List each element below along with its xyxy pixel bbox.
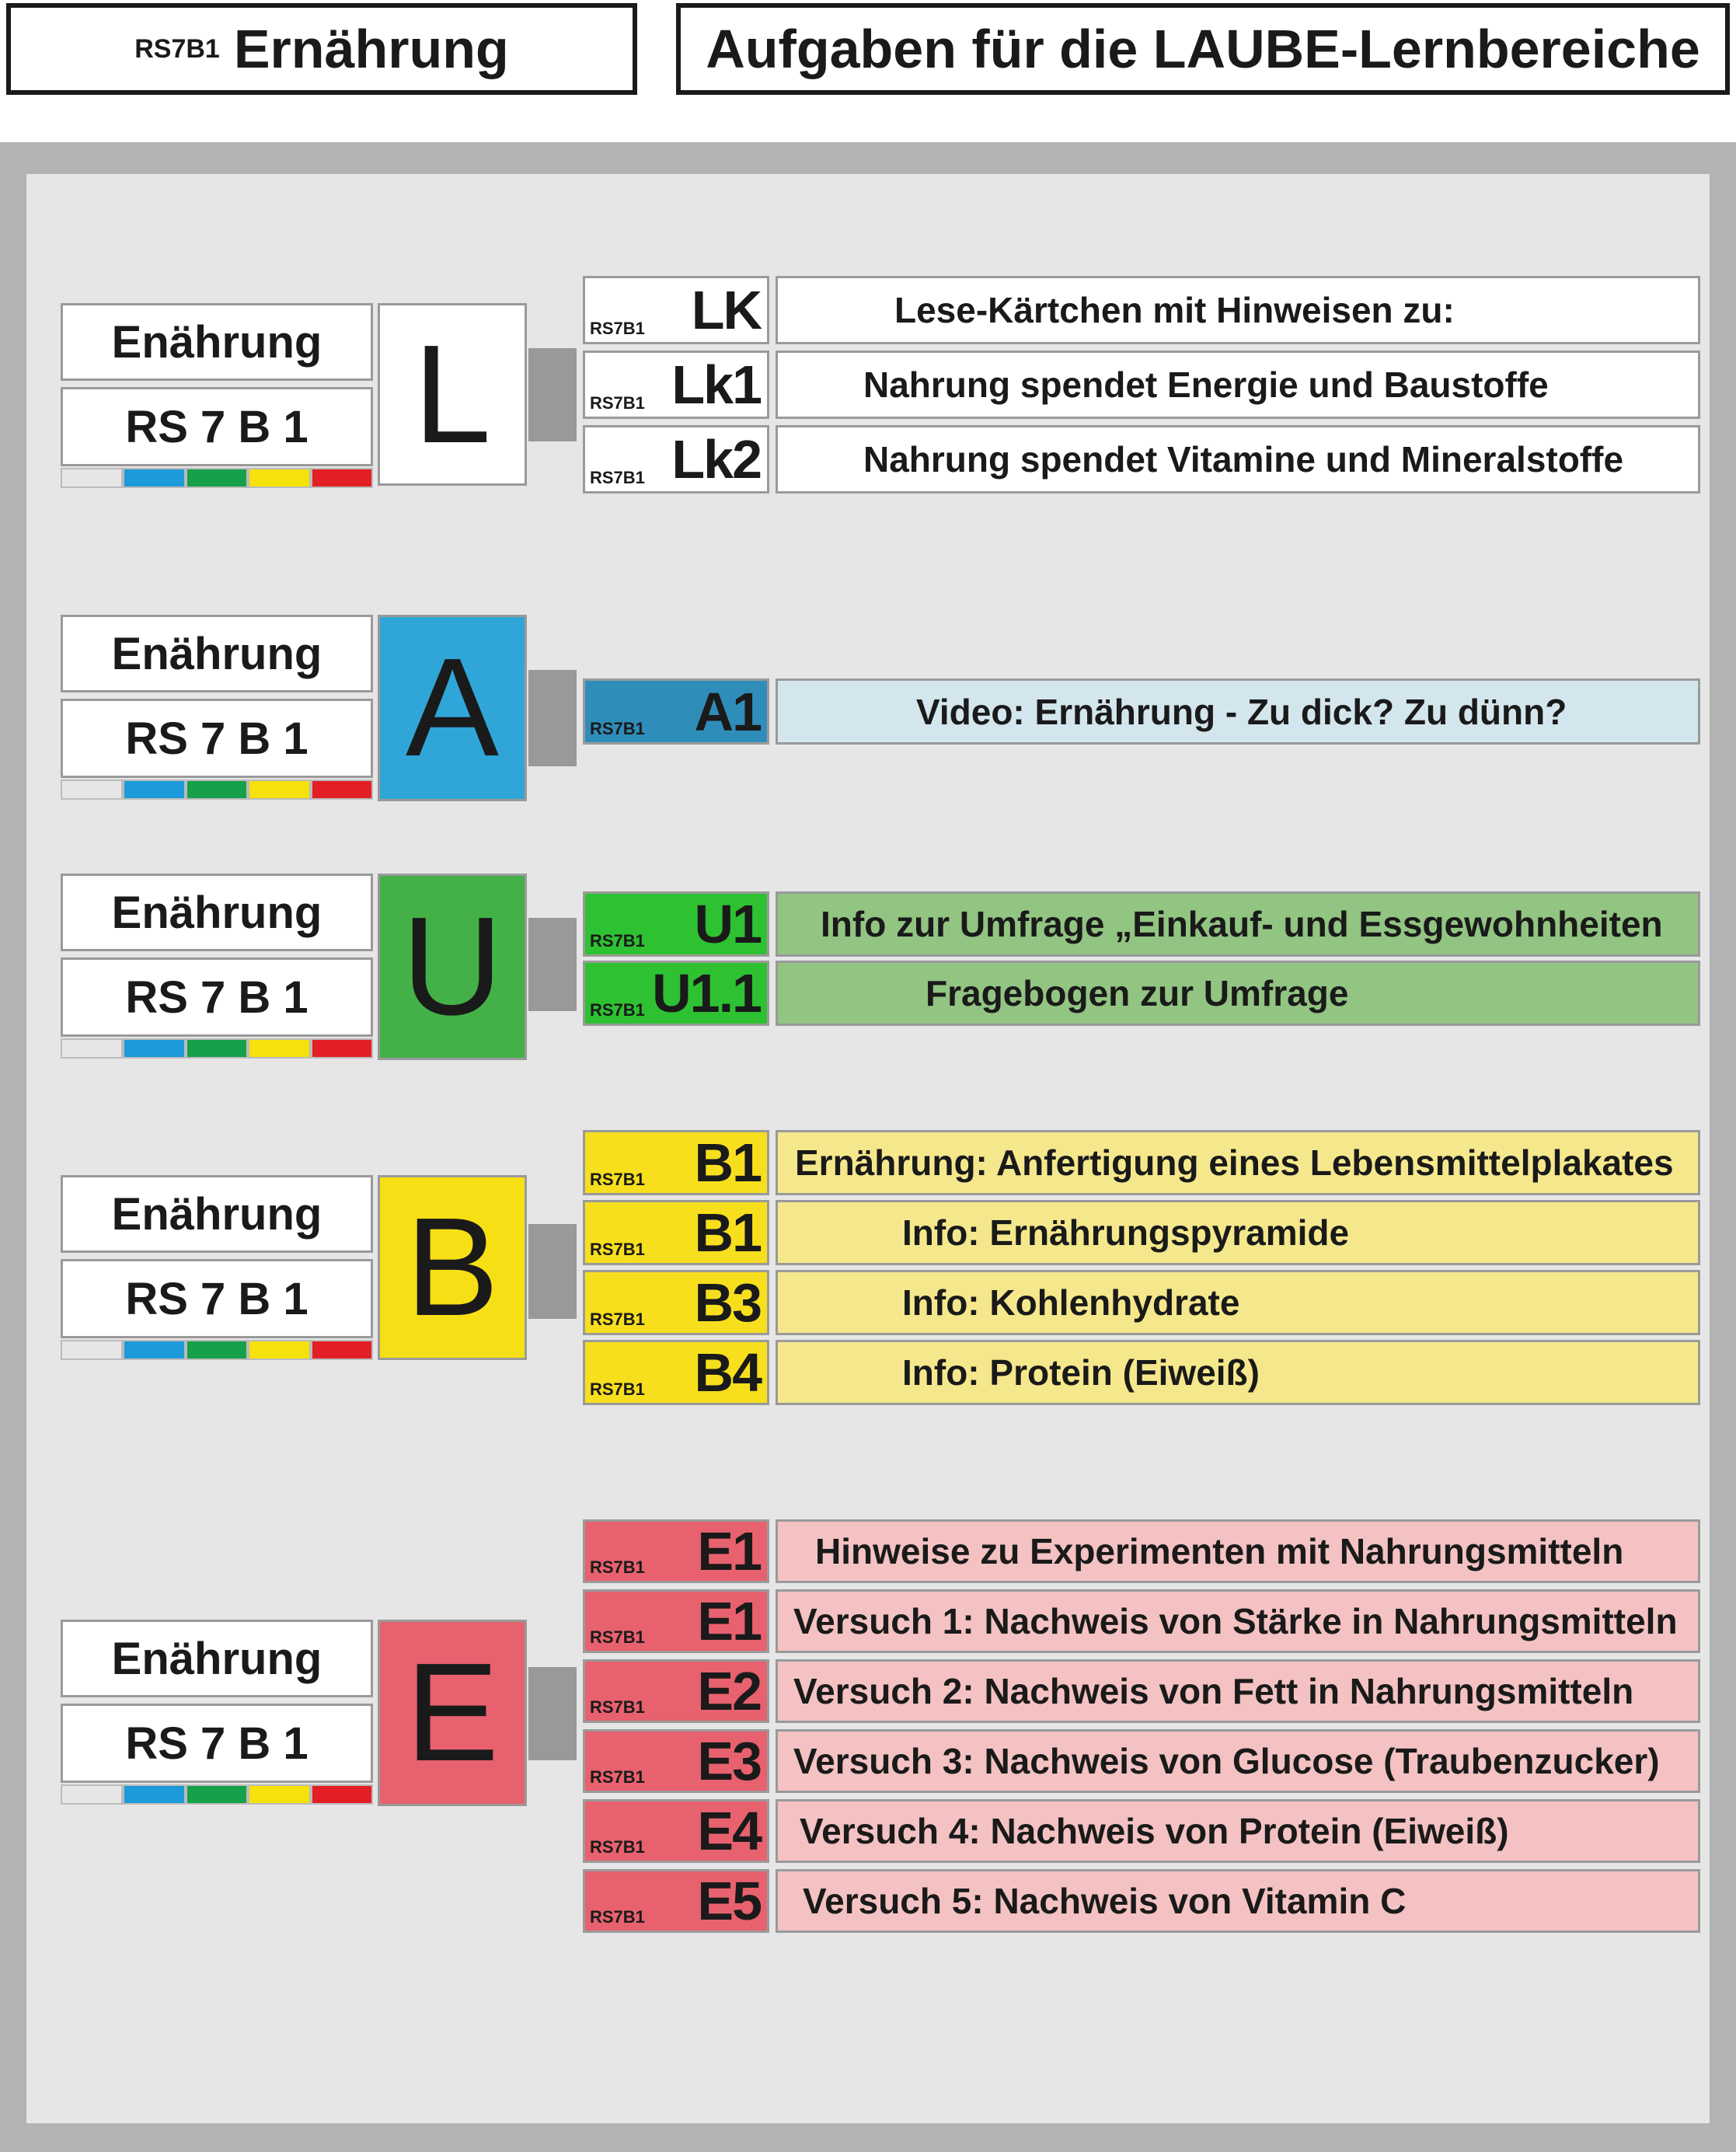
title-tasks: Aufgaben für die LAUBE-Lernbereiche bbox=[706, 19, 1700, 79]
color-swatch bbox=[311, 468, 373, 488]
task-description[interactable]: Versuch 3: Nachweis von Glucose (Traubenzucker) bbox=[776, 1729, 1700, 1793]
task-description[interactable]: Info: Ernährungspyramide bbox=[776, 1200, 1700, 1265]
task-code-prefix: RS7B1 bbox=[590, 1627, 645, 1647]
subject-label: Enährung bbox=[61, 1620, 373, 1697]
task-description[interactable]: Nahrung spendet Vitamine und Mineralstoffe bbox=[776, 425, 1700, 494]
color-swatch bbox=[311, 780, 373, 800]
task-code-id: B1 bbox=[694, 1132, 761, 1193]
course-label: RS 7 B 1 bbox=[61, 387, 373, 466]
color-swatch bbox=[123, 1038, 185, 1059]
task-code-prefix: RS7B1 bbox=[590, 1697, 645, 1717]
task-code-card[interactable] bbox=[583, 425, 769, 494]
connector bbox=[528, 1224, 577, 1319]
task-code-id: E5 bbox=[697, 1871, 761, 1931]
task-code-card[interactable] bbox=[583, 1589, 769, 1653]
color-swatch bbox=[186, 780, 248, 800]
task-code-prefix: RS7B1 bbox=[590, 1837, 645, 1857]
task-description[interactable]: Versuch 5: Nachweis von Vitamin C bbox=[776, 1869, 1700, 1933]
color-swatch bbox=[123, 780, 185, 800]
color-strip bbox=[61, 1784, 373, 1805]
color-strip bbox=[61, 1340, 373, 1360]
task-code-id: B3 bbox=[694, 1272, 761, 1333]
task-code-prefix: RS7B1 bbox=[590, 719, 645, 738]
task-code-prefix: RS7B1 bbox=[590, 468, 645, 487]
task-code-prefix: RS7B1 bbox=[590, 1767, 645, 1787]
task-code-prefix: RS7B1 bbox=[590, 1557, 645, 1577]
task-code-prefix: RS7B1 bbox=[590, 1170, 645, 1189]
task-code-prefix: RS7B1 bbox=[590, 319, 645, 338]
task-description[interactable]: Info: Protein (Eiweiß) bbox=[776, 1340, 1700, 1405]
task-code-card[interactable] bbox=[583, 351, 769, 419]
connector bbox=[528, 670, 577, 766]
task-code-id: E2 bbox=[697, 1661, 761, 1721]
title-subject: Ernährung bbox=[233, 19, 509, 79]
task-description[interactable]: Versuch 1: Nachweis von Stärke in Nahrungsmitteln bbox=[776, 1589, 1700, 1653]
task-code-id: E3 bbox=[697, 1731, 761, 1791]
task-description[interactable]: Lese-Kärtchen mit Hinweisen zu: bbox=[776, 276, 1700, 344]
task-description[interactable]: Versuch 2: Nachweis von Fett in Nahrungsmitteln bbox=[776, 1659, 1700, 1723]
task-code-card[interactable] bbox=[583, 1340, 769, 1405]
task-code-card[interactable] bbox=[583, 961, 769, 1026]
color-swatch bbox=[248, 1038, 310, 1059]
task-code-card[interactable] bbox=[583, 1799, 769, 1863]
color-swatch bbox=[61, 1038, 123, 1059]
task-description[interactable]: Nahrung spendet Energie und Baustoffe bbox=[776, 351, 1700, 419]
color-swatch bbox=[61, 468, 123, 488]
task-code-card[interactable] bbox=[583, 1270, 769, 1335]
color-strip bbox=[61, 780, 373, 800]
color-strip bbox=[61, 468, 373, 488]
area-letter-a: A bbox=[378, 615, 527, 801]
task-code-id: LK bbox=[691, 280, 761, 340]
color-swatch bbox=[61, 780, 123, 800]
color-swatch bbox=[248, 468, 310, 488]
task-description[interactable]: Hinweise zu Experimenten mit Nahrungsmitteln bbox=[776, 1519, 1700, 1583]
course-label: RS 7 B 1 bbox=[61, 699, 373, 778]
color-swatch bbox=[311, 1340, 373, 1360]
color-swatch bbox=[61, 1340, 123, 1360]
connector bbox=[528, 1667, 577, 1760]
color-swatch bbox=[123, 1784, 185, 1805]
area-letter-l: L bbox=[378, 303, 527, 486]
task-description[interactable]: Info zur Umfrage „Einkauf- und Essgewohnheiten bbox=[776, 891, 1700, 957]
task-description[interactable]: Versuch 4: Nachweis von Protein (Eiweiß) bbox=[776, 1799, 1700, 1863]
task-code-id: U1 bbox=[694, 894, 761, 954]
color-swatch bbox=[311, 1038, 373, 1059]
color-strip bbox=[61, 1038, 373, 1059]
color-swatch bbox=[248, 1340, 310, 1360]
color-swatch bbox=[61, 1784, 123, 1805]
task-description[interactable]: Ernährung: Anfertigung eines Lebensmittelplakates bbox=[776, 1130, 1700, 1195]
task-code-card[interactable] bbox=[583, 1130, 769, 1195]
course-label: RS 7 B 1 bbox=[61, 957, 373, 1037]
subject-label: Enährung bbox=[61, 1175, 373, 1253]
area-letter-b: B bbox=[378, 1175, 527, 1360]
connector bbox=[528, 918, 577, 1011]
task-description[interactable]: Fragebogen zur Umfrage bbox=[776, 961, 1700, 1026]
task-code-prefix: RS7B1 bbox=[590, 1379, 645, 1399]
course-label: RS 7 B 1 bbox=[61, 1259, 373, 1338]
area-letter-e: E bbox=[378, 1620, 527, 1806]
task-code-id: A1 bbox=[694, 681, 761, 742]
task-code-card[interactable] bbox=[583, 891, 769, 957]
color-swatch bbox=[123, 1340, 185, 1360]
subject-label: Enährung bbox=[61, 303, 373, 381]
task-code-id: E1 bbox=[697, 1591, 761, 1651]
color-swatch bbox=[186, 468, 248, 488]
task-code-id: Lk1 bbox=[671, 354, 761, 415]
task-description[interactable]: Info: Kohlenhydrate bbox=[776, 1270, 1700, 1335]
title-box-right bbox=[676, 3, 1730, 95]
course-label: RS 7 B 1 bbox=[61, 1704, 373, 1783]
task-code-id: U1.1 bbox=[652, 963, 761, 1024]
task-code-card[interactable] bbox=[583, 678, 769, 745]
task-code-card[interactable] bbox=[583, 1659, 769, 1723]
task-code-id: B1 bbox=[694, 1202, 761, 1263]
color-swatch bbox=[311, 1784, 373, 1805]
task-code-card[interactable] bbox=[583, 1869, 769, 1933]
color-swatch bbox=[186, 1038, 248, 1059]
task-code-prefix: RS7B1 bbox=[590, 1907, 645, 1927]
task-code-prefix: RS7B1 bbox=[590, 1000, 645, 1020]
task-code-card[interactable] bbox=[583, 276, 769, 344]
task-code-id: E1 bbox=[697, 1521, 761, 1582]
task-code-prefix: RS7B1 bbox=[590, 393, 645, 413]
task-description[interactable]: Video: Ernährung - Zu dick? Zu dünn? bbox=[776, 678, 1700, 745]
subject-label: Enährung bbox=[61, 874, 373, 951]
task-code-card[interactable] bbox=[583, 1519, 769, 1583]
task-code-prefix: RS7B1 bbox=[590, 1310, 645, 1329]
title-box-left bbox=[6, 3, 637, 95]
color-swatch bbox=[248, 1784, 310, 1805]
color-swatch bbox=[248, 780, 310, 800]
task-code-id: E4 bbox=[697, 1801, 761, 1861]
color-swatch bbox=[186, 1784, 248, 1805]
task-code-card[interactable] bbox=[583, 1200, 769, 1265]
connector bbox=[528, 348, 577, 441]
task-code-prefix: RS7B1 bbox=[590, 1240, 645, 1259]
area-letter-u: U bbox=[378, 874, 527, 1060]
task-code-card[interactable] bbox=[583, 1729, 769, 1793]
task-code-id: Lk2 bbox=[671, 429, 761, 490]
task-code-id: B4 bbox=[694, 1342, 761, 1403]
color-swatch bbox=[123, 468, 185, 488]
subject-label: Enährung bbox=[61, 615, 373, 692]
color-swatch bbox=[186, 1340, 248, 1360]
title-code: RS7B1 bbox=[134, 33, 220, 64]
task-code-prefix: RS7B1 bbox=[590, 931, 645, 950]
